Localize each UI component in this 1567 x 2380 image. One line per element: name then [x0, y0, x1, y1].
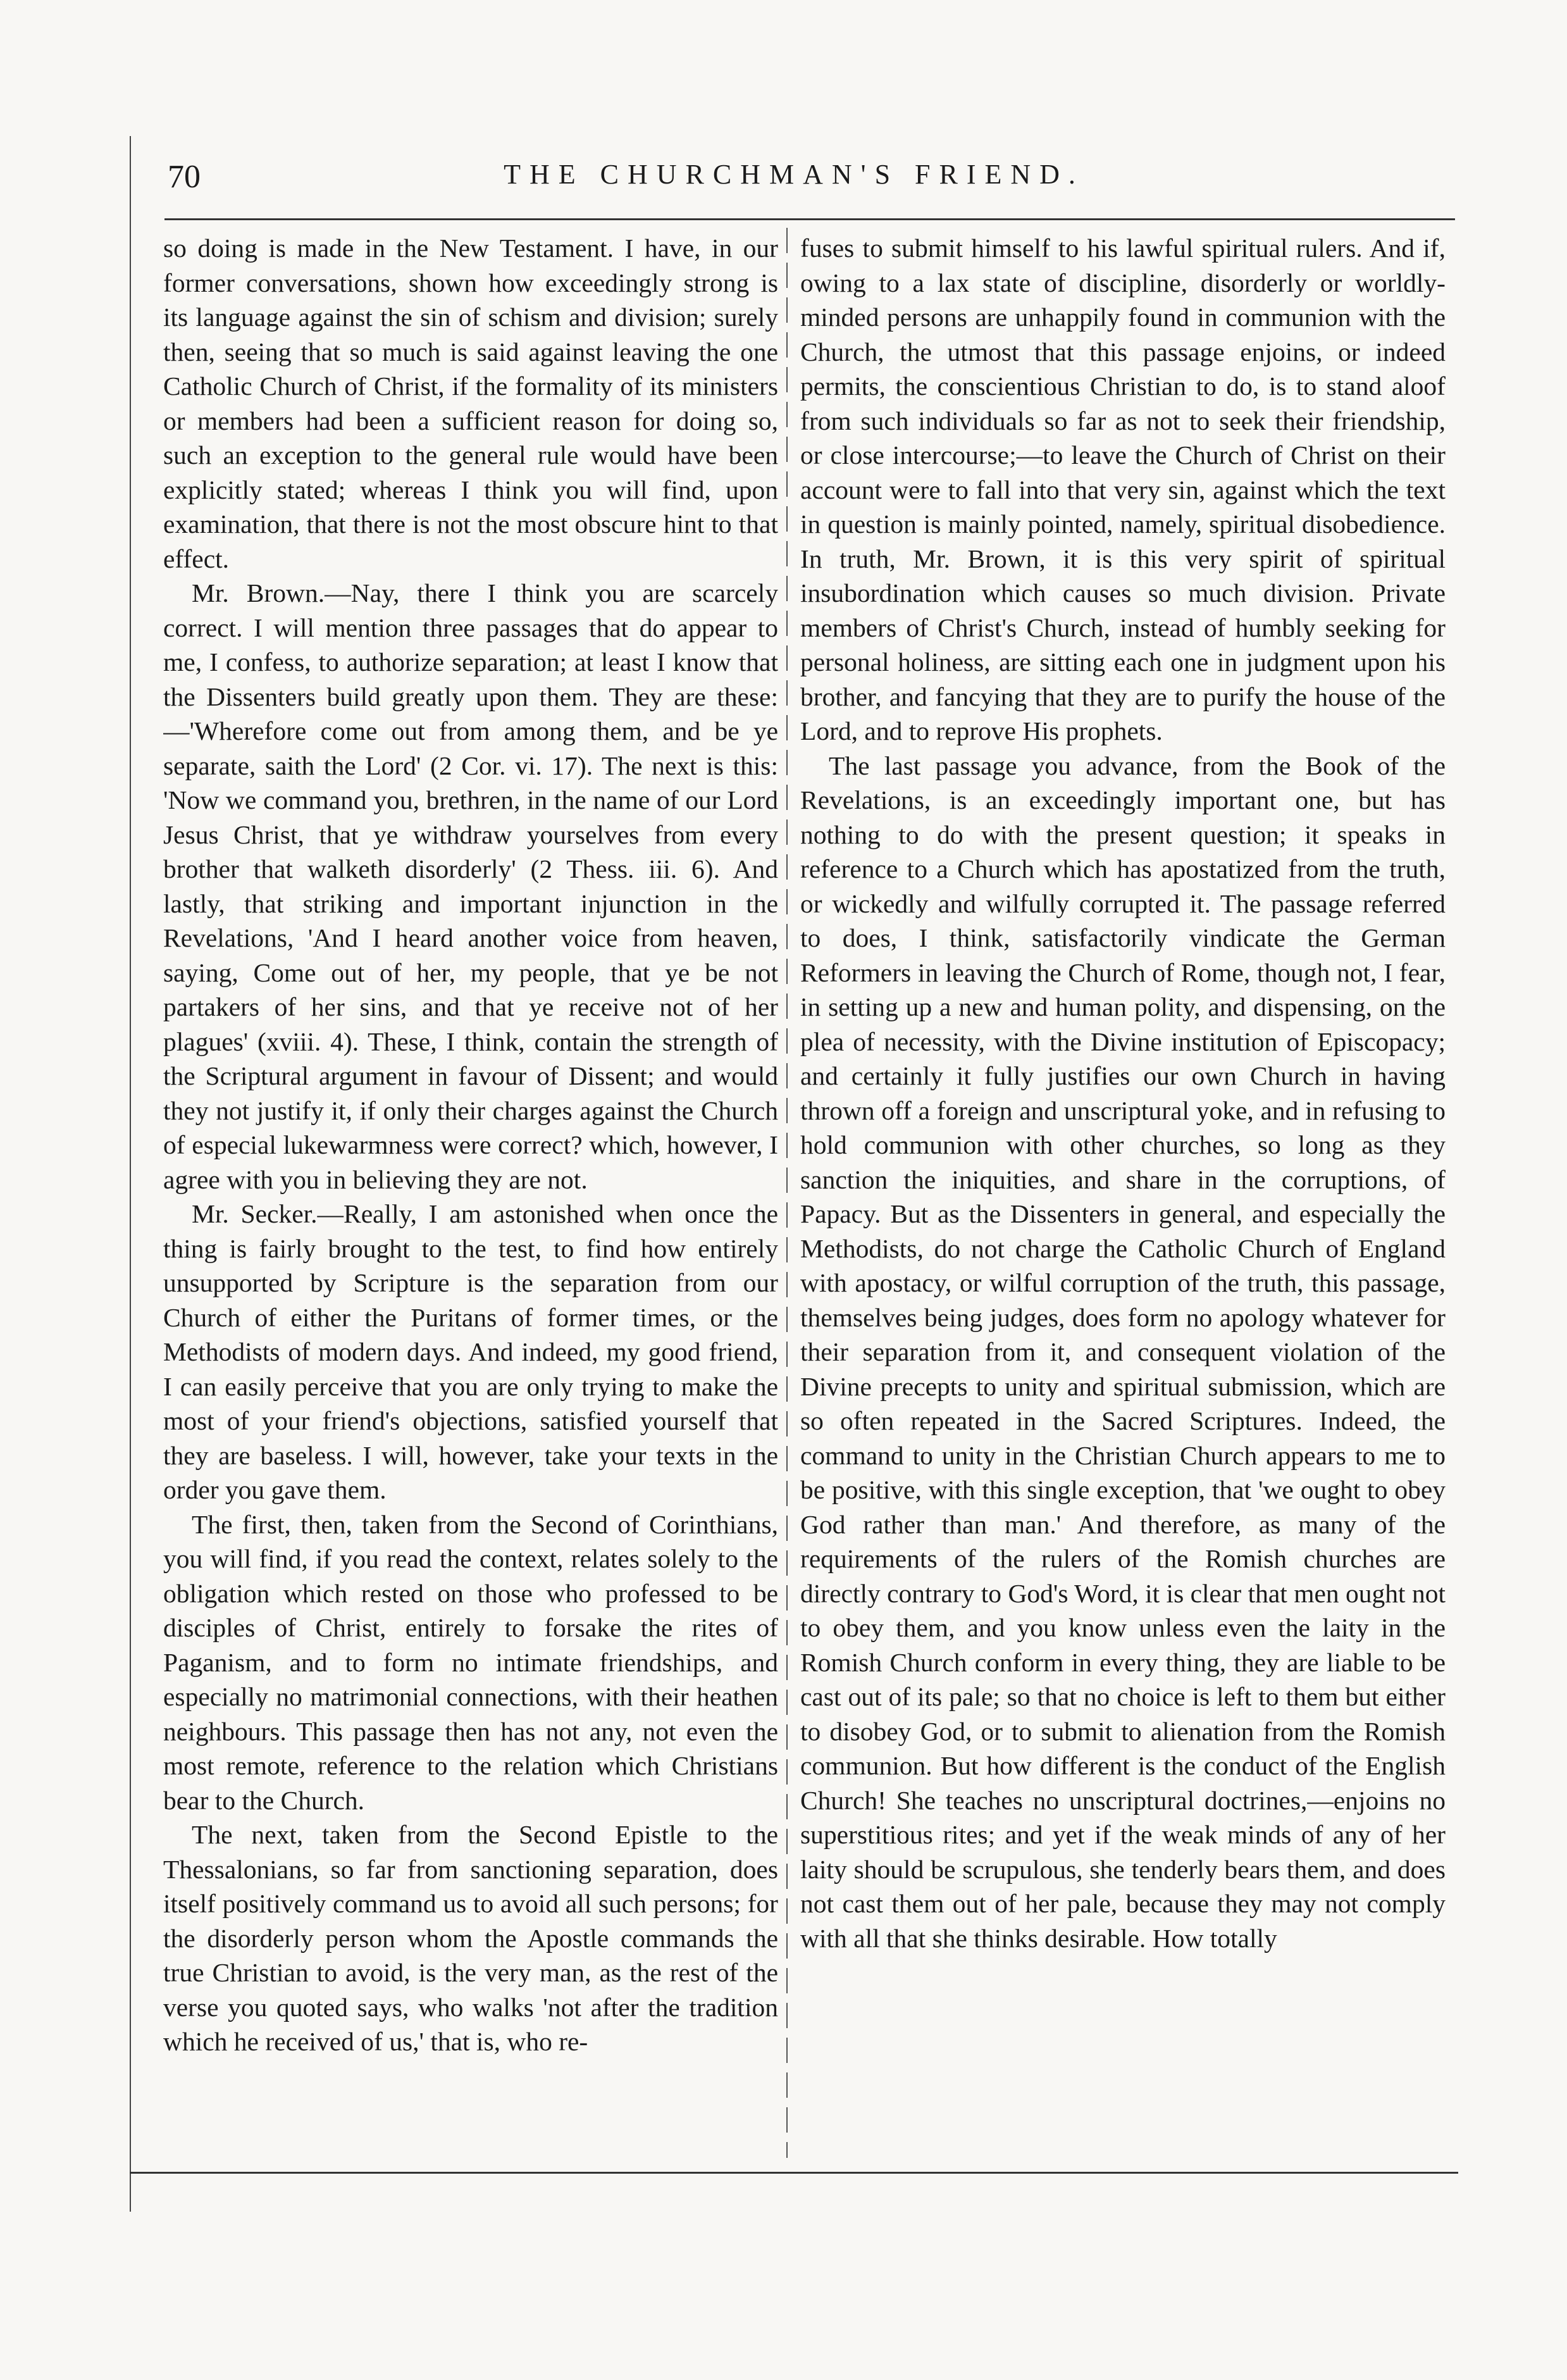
paragraph: The next, taken from the Second Epistle to the Thessalonians, so far from sanctioning separation, does itself positively command us to avoid all such persons; for the disorderly person whom the Apostle commands the true Christian to avoid, is the very man, as the rest of the verse you quoted says, who walks 'not after the tradition which he received of us,' that is, who re-: [163, 1820, 778, 2056]
column-divider: [786, 228, 788, 2158]
paragraph: Mr. Brown.—Nay, there I think you are scarcely correct. I will mention three passages that do appear to me, I confess, to authorize separation; at least I know that the Dissenters build greatly upon them. They are these:—'Wherefore come out from among them, and be ye separate, saith the Lord' (2 Cor. vi. 17). The next is this: 'Now we command you, brethren, in the name of our Lord Jesus Christ, that ye withdraw yourselves from every brother that walketh disorderly' (2 Thess. iii. 6). And lastly, that striking and important injunction in the Revelations, 'And I heard another voice from heaven, saying, Come out of her, my people, that ye be not partakers of her sins, and that ye receive not of her plagues' (xviii. 4). These, I think, contain the strength of the Scriptural argument in favour of Dissent; and would they not justify it, if only their charges against the Church of especial lukewarmness were correct? which, however, I agree with you in believing they are not.: [163, 578, 778, 1194]
right-column: [800, 231, 1446, 2167]
header-rule: [164, 218, 1455, 220]
bottom-rule: [130, 2172, 1458, 2174]
paragraph: The first, then, taken from the Second of Corinthians, you will find, if you read the context, relates solely to the obligation which rested on those who professed to be disciples of Christ, entirely to forsake the rites of Paganism, and to form no intimate friendships, and especially no matrimonial connections, with their heathen neighbours. This passage then has not any, not even the most remote, reference to the relation which Christians bear to the Church.: [163, 1509, 778, 1815]
paragraph: Mr. Secker.—Really, I am astonished when once the thing is fairly brought to the test, to find how entirely unsupported by Scripture is the separation from our Church of either the Puritans of former times, or the Methodists of modern days. And indeed, my good friend, I can easily perceive that you are only trying to make the most of your friend's objections, satisfied yourself that they are baseless. I will, however, take your texts in the order you gave them.: [163, 1199, 778, 1504]
paragraph: fuses to submit himself to his lawful spiritual rulers. And if, owing to a lax state of discipline, disorderly or worldly-minded persons are unhappily found in communion with the Church, the utmost that this passage enjoins, or indeed permits, the conscientious Christian to do, is to stand aloof from such individuals so far as not to seek their friendship, or close intercourse;—to leave the Church of Christ on their account were to fall into that very sin, against which the text in question is mainly pointed, namely, spiritual disobedience. In truth, Mr. Brown, it is this very spirit of spiritual insubordination which causes so much division. Private members of Christ's Church, instead of humbly seeking for personal holiness, are sitting each one in judgment upon his brother, and fancying that they are to purify the house of the Lord, and to reprove His prophets.: [800, 234, 1446, 745]
paragraph: The last passage you advance, from the Book of the Revelations, is an exceedingly important one, but has nothing to do with the present question; it speaks in reference to a Church which has apostatized from the truth, or wickedly and wilfully corrupted it. The passage referred to does, I think, satisfactorily vindicate the German Reformers in leaving the Church of Rome, though not, I fear, in setting up a new and human polity, and dispensing, on the plea of necessity, with the Divine institution of Episcopacy; and certainly it fully justifies our own Church in having thrown off a foreign and unscriptural yoke, and in refusing to hold communion with other churches, so long as they sanction the iniquities, and share in the corruptions, of Papacy. But as the Dissenters in general, and especially the Methodists, do not charge the Catholic Church of England with apostacy, or wilful corruption of the truth, this passage, themselves being judges, does form no apology whatever for their separation from it, and consequent violation of the Divine precepts to unity and spiritual submission, which are so often repeated in the Sacred Scriptures. Indeed, the command to unity in the Christian Church appears to me to be positive, with this single exception, that 'we ought to obey God rather than man.' And therefore, as many of the requirements of the rulers of the Romish churches are directly contrary to God's Word, it is clear that men ought not to obey them, and you know unless even the laity in the Romish Church conform in every thing, they are liable to be cast out of its pale; so that no choice is left to them but either to disobey God, or to submit to alienation from the Romish communion. But how different is the conduct of the English Church! She teaches no unscriptural doctrines,—enjoins no superstitious rites; and yet if the weak minds of any of her laity should be scrupulous, she tenderly bears them, and does not cast them out of her pale, because they may not comply with all that she thinks desirable. How totally: [800, 751, 1446, 1953]
running-title: THE CHURCHMAN'S FRIEND.: [504, 159, 1084, 190]
left-column: [163, 231, 778, 2167]
page-number: 70: [168, 159, 201, 195]
page-header: [130, 158, 1458, 215]
paragraph: so doing is made in the New Testament. I have, in our former conversations, shown how exceedingly strong is its language against the sin of schism and division; surely then, seeing that so much is said against leaving the one Catholic Church of Christ, if the formality of its ministers or members had been a sufficient reason for doing so, such an exception to the general rule would have been explicitly stated; whereas I think you will find, upon examination, that there is not the most obscure hint to that effect.: [163, 234, 778, 573]
